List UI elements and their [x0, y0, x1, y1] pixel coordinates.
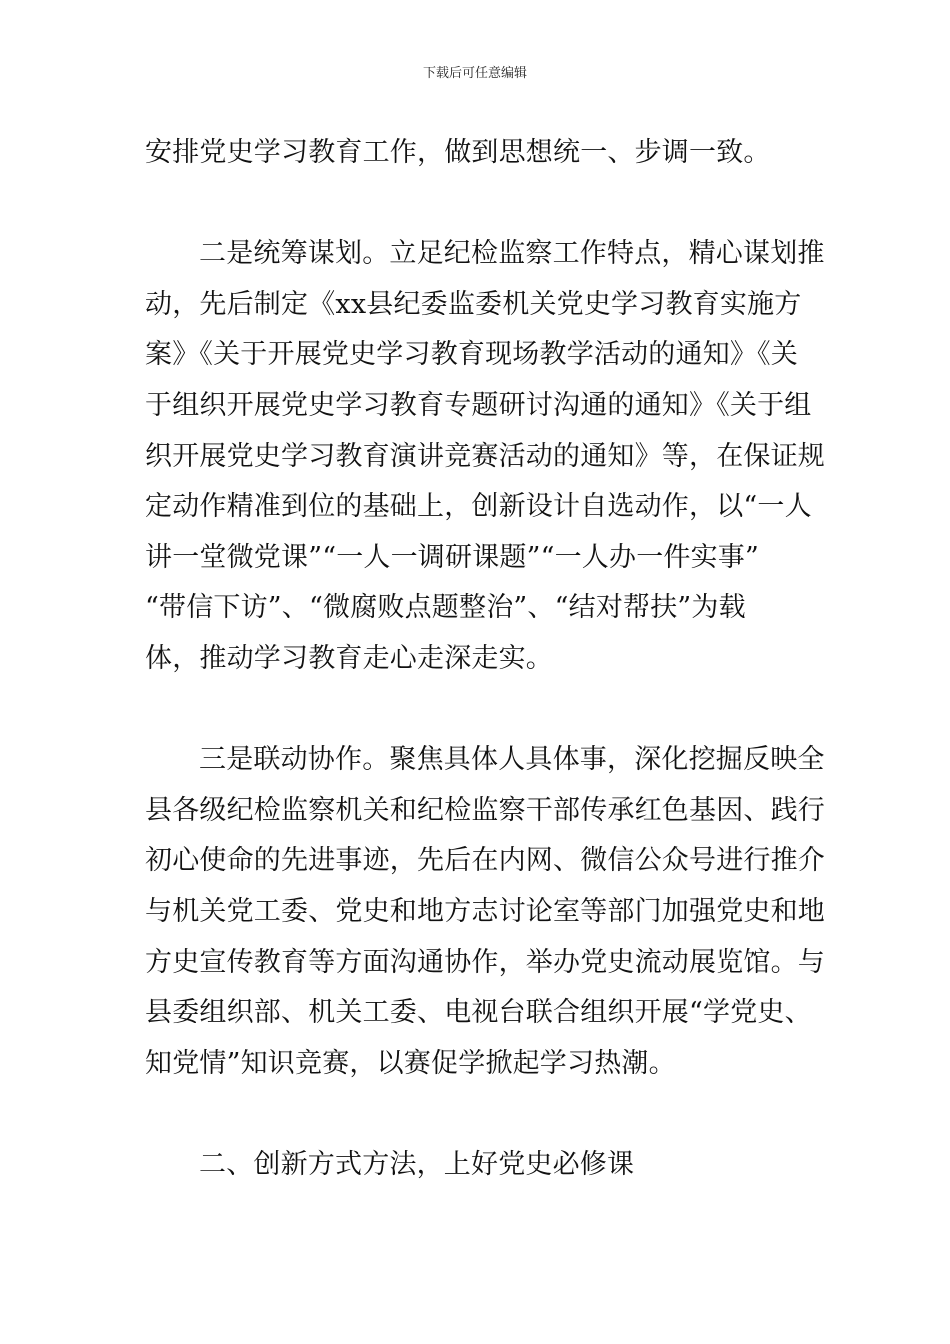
paragraph-line: 二是统筹谋划。立足纪检监察工作特点，精心谋划推 — [199, 238, 825, 270]
paragraph-line: 方史宣传教育等方面沟通协作，举办党史流动展览馆。与 — [145, 946, 825, 978]
paragraph-line: 安排党史学习教育工作，做到思想统一、步调一致。 — [145, 137, 771, 168]
paragraph-line: “带信下访”、“微腐败点题整治”、“结对帮扶”为载 — [145, 592, 746, 624]
paragraph-line: 体，推动学习教育走心走深走实。 — [145, 642, 553, 674]
paragraph-spacer — [145, 685, 815, 736]
paragraph-spacer — [145, 1089, 815, 1140]
paragraph-line: 三是联动协作。聚焦具体人具体事，深化挖掘反映全 — [199, 744, 825, 776]
paragraph-line: 知党情”知识竞赛，以赛促学掀起学习热潮。 — [145, 1047, 676, 1079]
paragraph-line: 县委组织部、机关工委、电视台联合组织开展“学党史、 — [145, 997, 812, 1029]
paragraph-line: 织开展党史学习教育演讲竞赛活动的通知》等，在保证规 — [145, 440, 825, 472]
paragraph-line: 县各级纪检监察机关和纪检监察干部传承红色基因、践行 — [145, 794, 825, 826]
section-heading: 二、创新方式方法，上好党史必修课 — [199, 1148, 635, 1180]
paragraph-line: 初心使命的先进事迹，先后在内网、微信公众号进行推介 — [145, 845, 825, 877]
document-body — [145, 128, 825, 1190]
paragraph-line: 讲一堂微党课”“一人一调研课题”“一人办一件实事” — [145, 541, 760, 573]
paragraph-line: 动，先后制定《xx县纪委监委机关党史学习教育实施方 — [145, 288, 802, 320]
paragraph-line: 与机关党工委、党史和地方志讨论室等部门加强党史和地 — [145, 895, 825, 927]
paragraph-line: 案》《关于开展党史学习教育现场教学活动的通知》《关 — [145, 339, 798, 371]
paragraph-line: 于组织开展党史学习教育专题研讨沟通的通知》《关于组 — [145, 389, 812, 421]
paragraph-spacer — [145, 179, 815, 230]
paragraph-line: 定动作精准到位的基础上，创新设计自选动作，以“一人 — [145, 491, 812, 523]
page-header: 下载后可任意编辑 — [422, 66, 527, 81]
